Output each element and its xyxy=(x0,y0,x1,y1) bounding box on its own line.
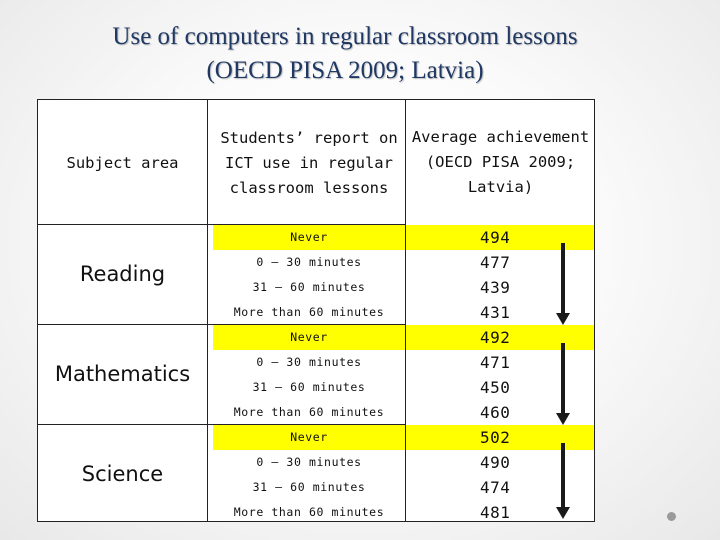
score-value: 490 xyxy=(480,453,511,472)
usage-cell: Never xyxy=(213,325,405,350)
usage-cell: 0 – 30 minutes xyxy=(256,455,362,469)
score-value: 492 xyxy=(480,328,511,347)
usage-cell: Never xyxy=(213,425,405,450)
down-arrow-icon xyxy=(556,343,570,425)
score-value: 460 xyxy=(480,403,511,422)
usage-cell: More than 60 minutes xyxy=(233,505,385,519)
score-value: 502 xyxy=(480,428,511,447)
usage-cell: 0 – 30 minutes xyxy=(256,355,362,369)
slide-title: Use of computers in regular classroom lessons xyxy=(112,23,578,50)
score-value: 431 xyxy=(480,303,511,322)
score-value: 471 xyxy=(480,353,511,372)
header-subject-area: Subject area xyxy=(66,153,179,172)
down-arrow-icon xyxy=(556,243,570,325)
results-table xyxy=(37,99,595,522)
subject-science: Science xyxy=(81,462,164,486)
score-value: 477 xyxy=(480,253,511,272)
down-arrow-icon xyxy=(556,443,570,519)
slide-subtitle: (OECD PISA 2009; Latvia) xyxy=(206,57,484,84)
usage-cell: 31 – 60 minutes xyxy=(252,280,366,294)
header-average-achievement: Average achievement (OECD PISA 2009; Latvia) xyxy=(411,127,590,196)
usage-cell: More than 60 minutes xyxy=(233,405,385,419)
subject-mathematics: Mathematics xyxy=(54,362,191,386)
usage-cell: 31 – 60 minutes xyxy=(252,380,366,394)
score-value: 494 xyxy=(480,228,511,247)
usage-cell: 31 – 60 minutes xyxy=(252,480,366,494)
score-value: 474 xyxy=(480,478,511,497)
usage-cell: More than 60 minutes xyxy=(233,305,385,319)
usage-cell: 0 – 30 minutes xyxy=(256,255,362,269)
usage-cell: Never xyxy=(213,225,405,250)
score-value: 481 xyxy=(480,503,511,522)
slide-bullet-dot xyxy=(667,512,676,521)
score-value: 439 xyxy=(480,278,511,297)
header-ict-use: Students’ report on ICT use in regular classroom lessons xyxy=(220,128,398,197)
column-divider xyxy=(207,100,208,521)
subject-reading: Reading xyxy=(79,262,166,286)
score-value: 450 xyxy=(480,378,511,397)
